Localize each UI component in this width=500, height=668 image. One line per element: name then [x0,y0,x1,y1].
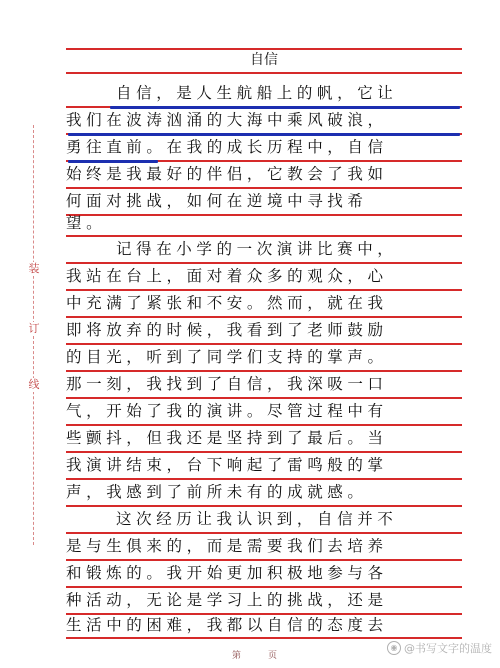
essay-line: 自信，是人生航船上的帆，它让 [116,84,398,102]
essay-line: 始终是我最好的伴侣，它教会了我如 [66,165,388,183]
essay-line: 中充满了紧张和不安。然而，就在我 [66,294,388,312]
watermark-text: @书写文字的温度 [404,642,492,655]
watermark [387,640,492,656]
essay-line: 些颤抖，但我还是坚持到了最后。当 [66,429,388,447]
footer-page-label: 第 [232,651,242,661]
camera-icon: ◉ [387,641,401,655]
essay-line: 气，开始了我的演讲。尽管过程中有 [66,402,388,420]
essay-line: 望。 [66,214,107,232]
essay-line: 这次经历让我认识到，自信并不 [116,510,398,528]
essay-line: 何面对挑战，如何在逆境中寻找希 [66,192,368,210]
footer-page-label-end: 页 [268,651,278,661]
essay-line: 的目光，听到了同学们支持的掌声。 [66,348,388,366]
essay-title: 自信 [250,52,278,68]
essay-line: 种活动，无论是学习上的挑战，还是 [66,591,388,609]
essay-line: 声，我感到了前所未有的成就感。 [66,483,368,501]
rule-line [66,637,462,639]
essay-line: 即将放弃的时候，我看到了老师鼓励 [66,321,388,339]
essay-line: 生活中的困难，我都以自信的态度去 [66,616,388,634]
essay-line: 我站在台上，面对着众多的观众，心 [66,267,388,285]
binding-char-2: 订 [26,322,42,336]
essay-line: 勇往直前。在我的成长历程中，自信 [66,138,388,156]
essay-line: 那一刻，我找到了自信，我深吸一口 [66,375,388,393]
essay-line: 是与生俱来的，而是需要我们去培养 [66,537,388,555]
essay-line: 我演讲结束，台下响起了雷鸣般的掌 [66,456,388,474]
essay-line: 和锻炼的。我开始更加积极地参与各 [66,564,388,582]
binding-char-1: 装 [26,262,42,276]
essay-line: 我们在波涛汹涌的大海中乘风破浪， [66,111,388,129]
binding-char-3: 线 [26,378,42,392]
essay-line: 记得在小学的一次演讲比赛中， [116,240,398,258]
title-rule [66,72,462,74]
